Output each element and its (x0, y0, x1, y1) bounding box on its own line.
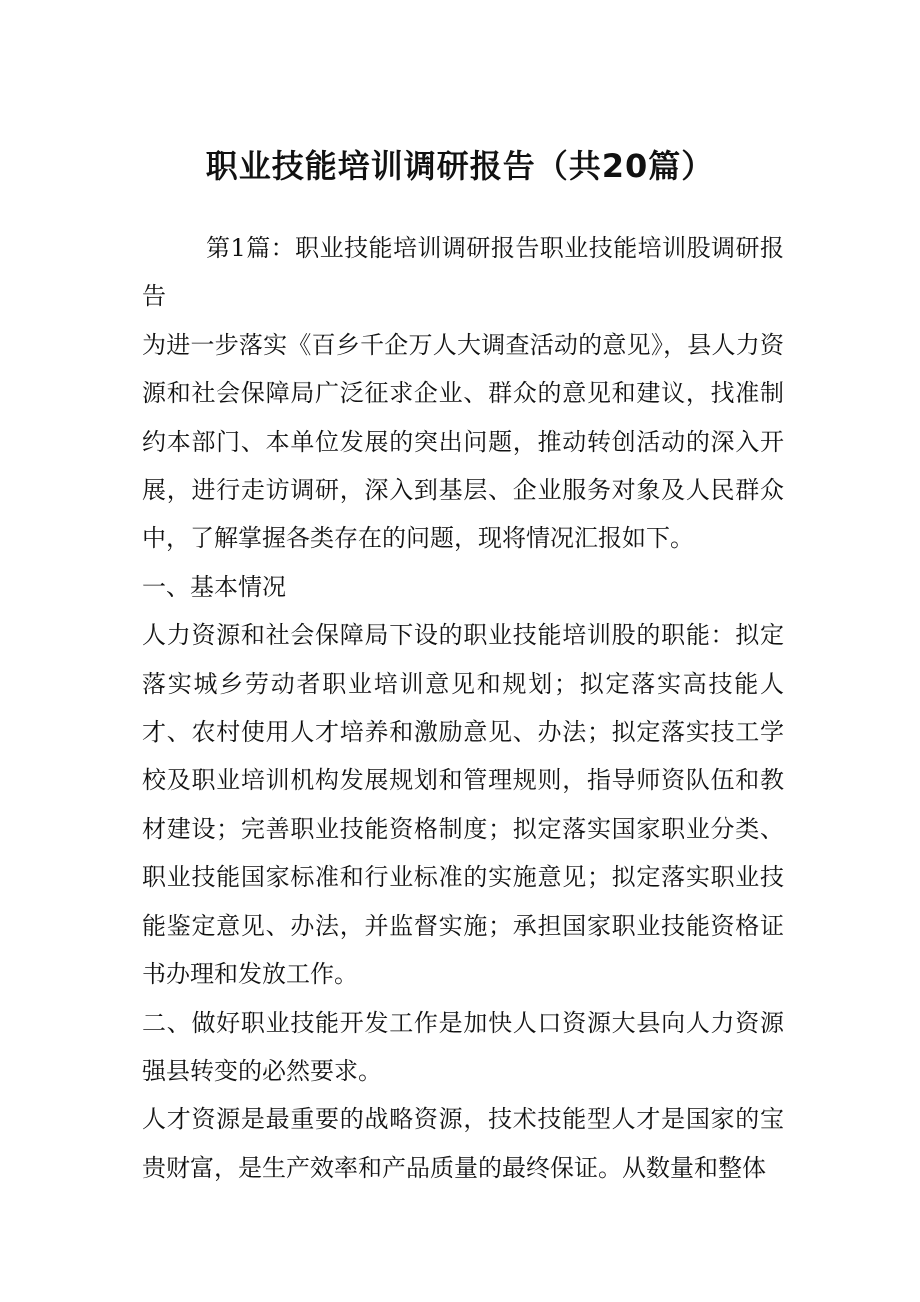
paragraph-intro: 为进一步落实《百乡千企万人大调查活动的意见》，县人力资源和社会保障局广泛征求企业、群众的意见和建议，找准制约本部门、本单位发展的突出问题，推动转创活动的深入开展，进行走访调研，深入到基层、企业服务对象及人民群众中，了解掌握各类存在的问题，现将情况汇报如下。 (142, 330, 784, 553)
document-title: 职业技能培训调研报告（共20篇） (205, 147, 715, 185)
section-heading-requirement: 二、做好职业技能开发工作是加快人口资源大县向人力资源强县转变的必然要求。 (142, 1008, 784, 1085)
section-heading-basic: 一、基本情况 (142, 572, 286, 601)
paragraph-talent: 人才资源是最重要的战略资源，技术技能型人才是国家的宝贵财富，是生产效率和产品质量的最终保证。从数量和整体 (142, 1105, 784, 1182)
paragraph-chapter-heading: 第1篇：职业技能培训调研报告职业技能培训股调研报告 (142, 234, 784, 311)
document-body (142, 224, 784, 1192)
paragraph-functions: 人力资源和社会保障局下设的职业技能培训股的职能：拟定落实城乡劳动者职业培训意见和规划；拟定落实高技能人才、农村使用人才培养和激励意见、办法；拟定落实技工学校及职业培训机构发展规划和管理规则，指导师资队伍和教材建设；完善职业技能资格制度；拟定落实国家职业分类、职业技能国家标准和行业标准的实施意见；拟定落实职业技能鉴定意见、办法，并监督实施；承担国家职业技能资格证书办理和发放工作。 (142, 621, 784, 989)
